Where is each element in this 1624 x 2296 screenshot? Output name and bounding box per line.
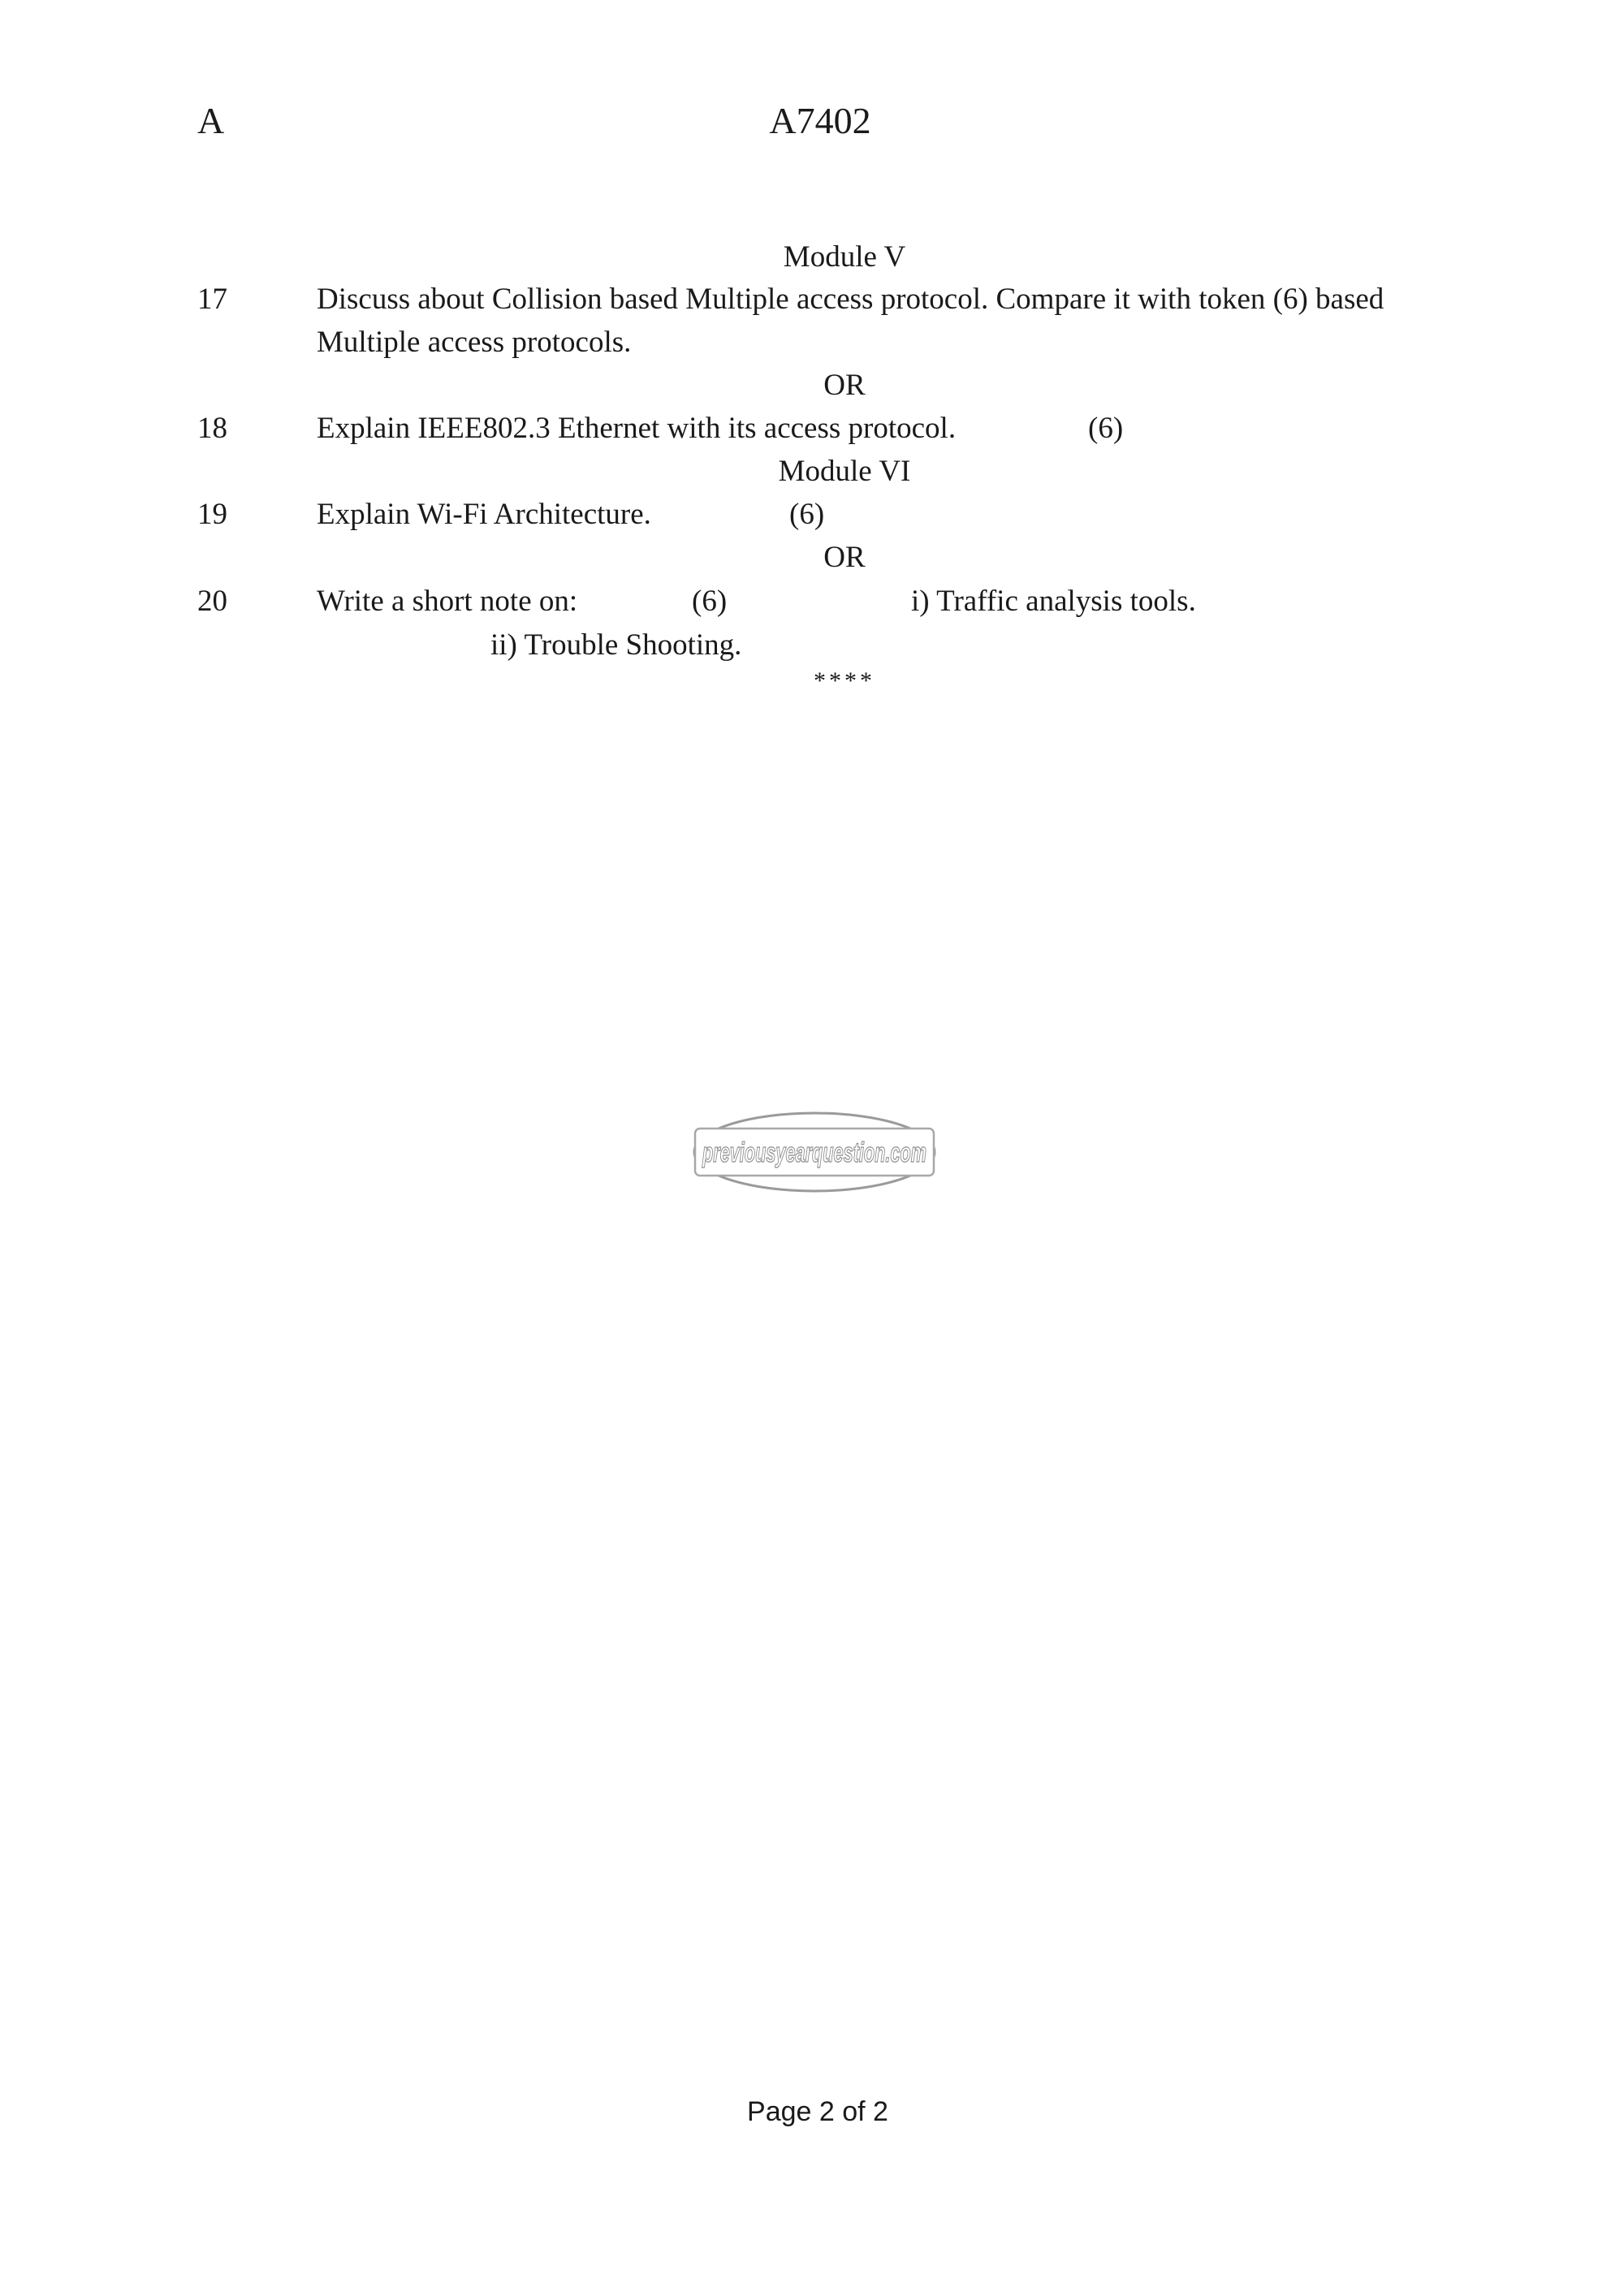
question-20-marks: (6): [692, 585, 728, 618]
question-18-marks: (6): [1088, 412, 1124, 445]
question-19-text: Explain Wi-Fi Architecture.: [317, 498, 651, 531]
svg-text:previousyearquestion.com: previousyearquestion.com: [702, 1137, 926, 1168]
question-19-marks: (6): [789, 498, 825, 531]
page-number: Page 2 of 2: [747, 2096, 888, 2127]
question-17-text: Discuss about Collision based Multiple access protocol. Compare it with token (6) based: [317, 283, 1384, 316]
question-20-text: Write a short note on:: [317, 585, 578, 618]
paper-version: A: [197, 100, 225, 141]
question-20-part-i: i) Traffic analysis tools.: [911, 585, 1196, 618]
paper-code: A7402: [769, 100, 871, 141]
watermark-logo: [692, 1111, 937, 1193]
question-20-number: 20: [197, 585, 227, 618]
or-divider-1: OR: [823, 369, 866, 402]
question-19-number: 19: [197, 498, 227, 531]
question-17-text-cont: Multiple access protocols.: [317, 326, 632, 359]
or-divider-2: OR: [823, 541, 866, 574]
module-vi-heading: Module VI: [778, 455, 911, 488]
end-marker: ****: [814, 667, 875, 694]
question-18-text: Explain IEEE802.3 Ethernet with its access protocol.: [317, 412, 957, 445]
question-20-part-ii: ii) Trouble Shooting.: [490, 628, 742, 662]
question-18-number: 18: [197, 412, 227, 445]
question-17-number: 17: [197, 283, 227, 316]
module-v-heading: Module V: [783, 240, 906, 274]
